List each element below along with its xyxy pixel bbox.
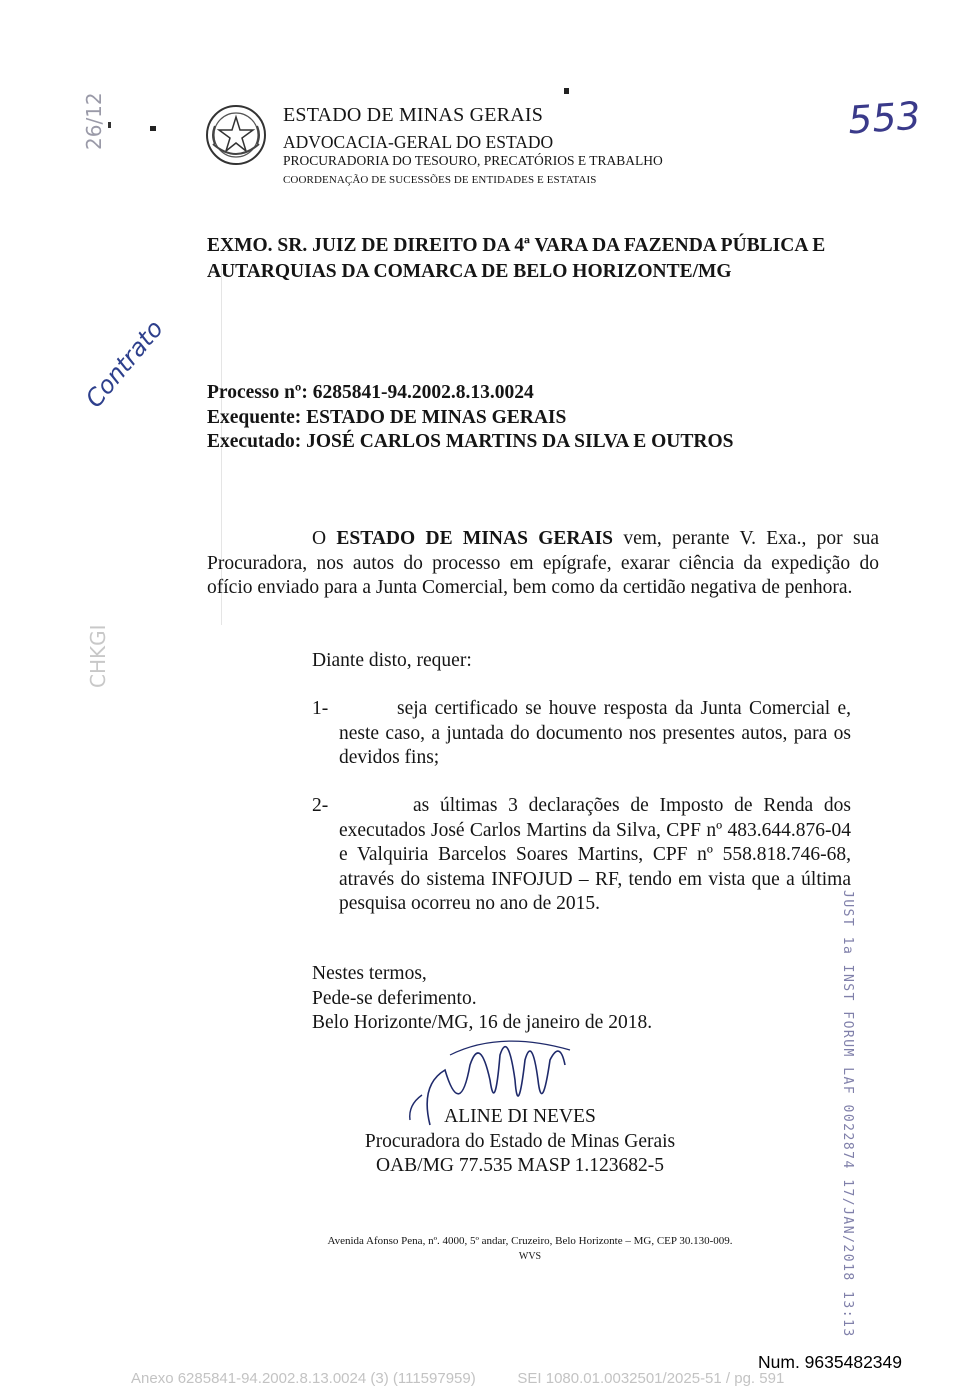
header-state: ESTADO DE MINAS GERAIS [283,104,544,126]
scan-speck [564,88,569,94]
body-paragraph-2: Diante disto, requer: [312,650,472,671]
para1-bold-entity: ESTADO DE MINAS GERAIS [336,528,614,549]
handwritten-code-note: CHKGI [86,624,110,688]
signer-name: ALINE DI NEVES [444,1106,596,1127]
footer-initials: WVS [518,1251,542,1262]
request-item-2-text: as últimas 3 declarações de Imposto de Renda dos executados José Carlos Martins da Silva, CPF nº 483.644.876-04 e Valquiria Barcelos Soares Martins, CPF nº 558.818.746-68, através do sistema INFOJUD – RF, tendo em vista que a última pesquisa ocorreu no ano de 2015. [339,795,851,914]
request-item-2-number: 2- [312,795,329,816]
header-coordenacao: COORDENAÇÃO DE SUCESSÕES DE ENTIDADES E ESTATAIS [283,174,597,186]
process-info [207,381,733,455]
document-num: Num. 9635482349 [758,1352,902,1372]
stamp-text: JUST 1a INST FORUM LAF 0022874 17/JAN/2018 13:13 [840,890,855,1338]
request-item-2 [312,794,879,924]
para1-lead: O [312,528,337,549]
process-executado: Executado: JOSÉ CARLOS MARTINS DA SILVA E OUTROS [207,431,734,452]
signature-block [340,1105,700,1179]
addressee-line-2: AUTARQUIAS DA COMARCA DE BELO HORIZONTE/MG [207,261,732,282]
handwritten-page-number: 553 [846,93,922,143]
state-seal-icon [205,104,267,166]
body-paragraph-1 [207,527,879,601]
addressee-block [207,233,825,285]
header-procuradoria: PROCURADORIA DO TESOURO, PRECATÓRIOS E TRABALHO [283,153,663,168]
closing-line-1: Nestes termos, [312,963,427,984]
para1-rest: vem, perante V. Exa., por sua Procuradora, nos autos do processo em epígrafe, exarar ciência da expedição do ofício enviado para a Junta Comercial, bem como da certidão negativa de penhora. [207,528,879,598]
closing-line-2: Pede-se deferimento. [312,987,477,1009]
scan-speck [108,122,111,128]
request-item-1-text: seja certificado se houve resposta da Junta Comercial e, neste caso, a juntada do documento nos presentes autos, para os devidos fins; [339,698,851,768]
request-item-1-number: 1- [312,698,329,719]
closing-date: Belo Horizonte/MG, 16 de janeiro de 2018. [312,1012,653,1033]
signer-registration: OAB/MG 77.535 MASP 1.123682-5 [375,1155,664,1176]
handwritten-word-note: Contrato [80,314,169,413]
header-agency: ADVOCACIA-GERAL DO ESTADO [283,132,554,152]
handwritten-date-note: 26/12 [82,92,106,150]
scan-speck [150,126,156,131]
process-exequente: Exequente: ESTADO DE MINAS GERAIS [207,406,567,428]
signer-role: Procuradora do Estado de Minas Gerais [364,1130,676,1152]
annex-reference: Anexo 6285841-94.2002.8.13.0024 (3) (111597959) SEI 1080.01.0032501/2025-51 / pg. 591 [131,1370,785,1387]
court-receipt-stamp [840,890,855,1338]
request-item-1 [312,697,879,777]
process-number: Processo nº: 6285841-94.2002.8.13.0024 [207,382,534,403]
footer-address: Avenida Afonso Pena, nº. 4000, 5º andar, Cruzeiro, Belo Horizonte – MG, CEP 30.130-009. [327,1235,733,1247]
addressee-line-1: EXMO. SR. JUIZ DE DIREITO DA 4ª VARA DA FAZENDA PÚBLICA E [207,235,826,256]
